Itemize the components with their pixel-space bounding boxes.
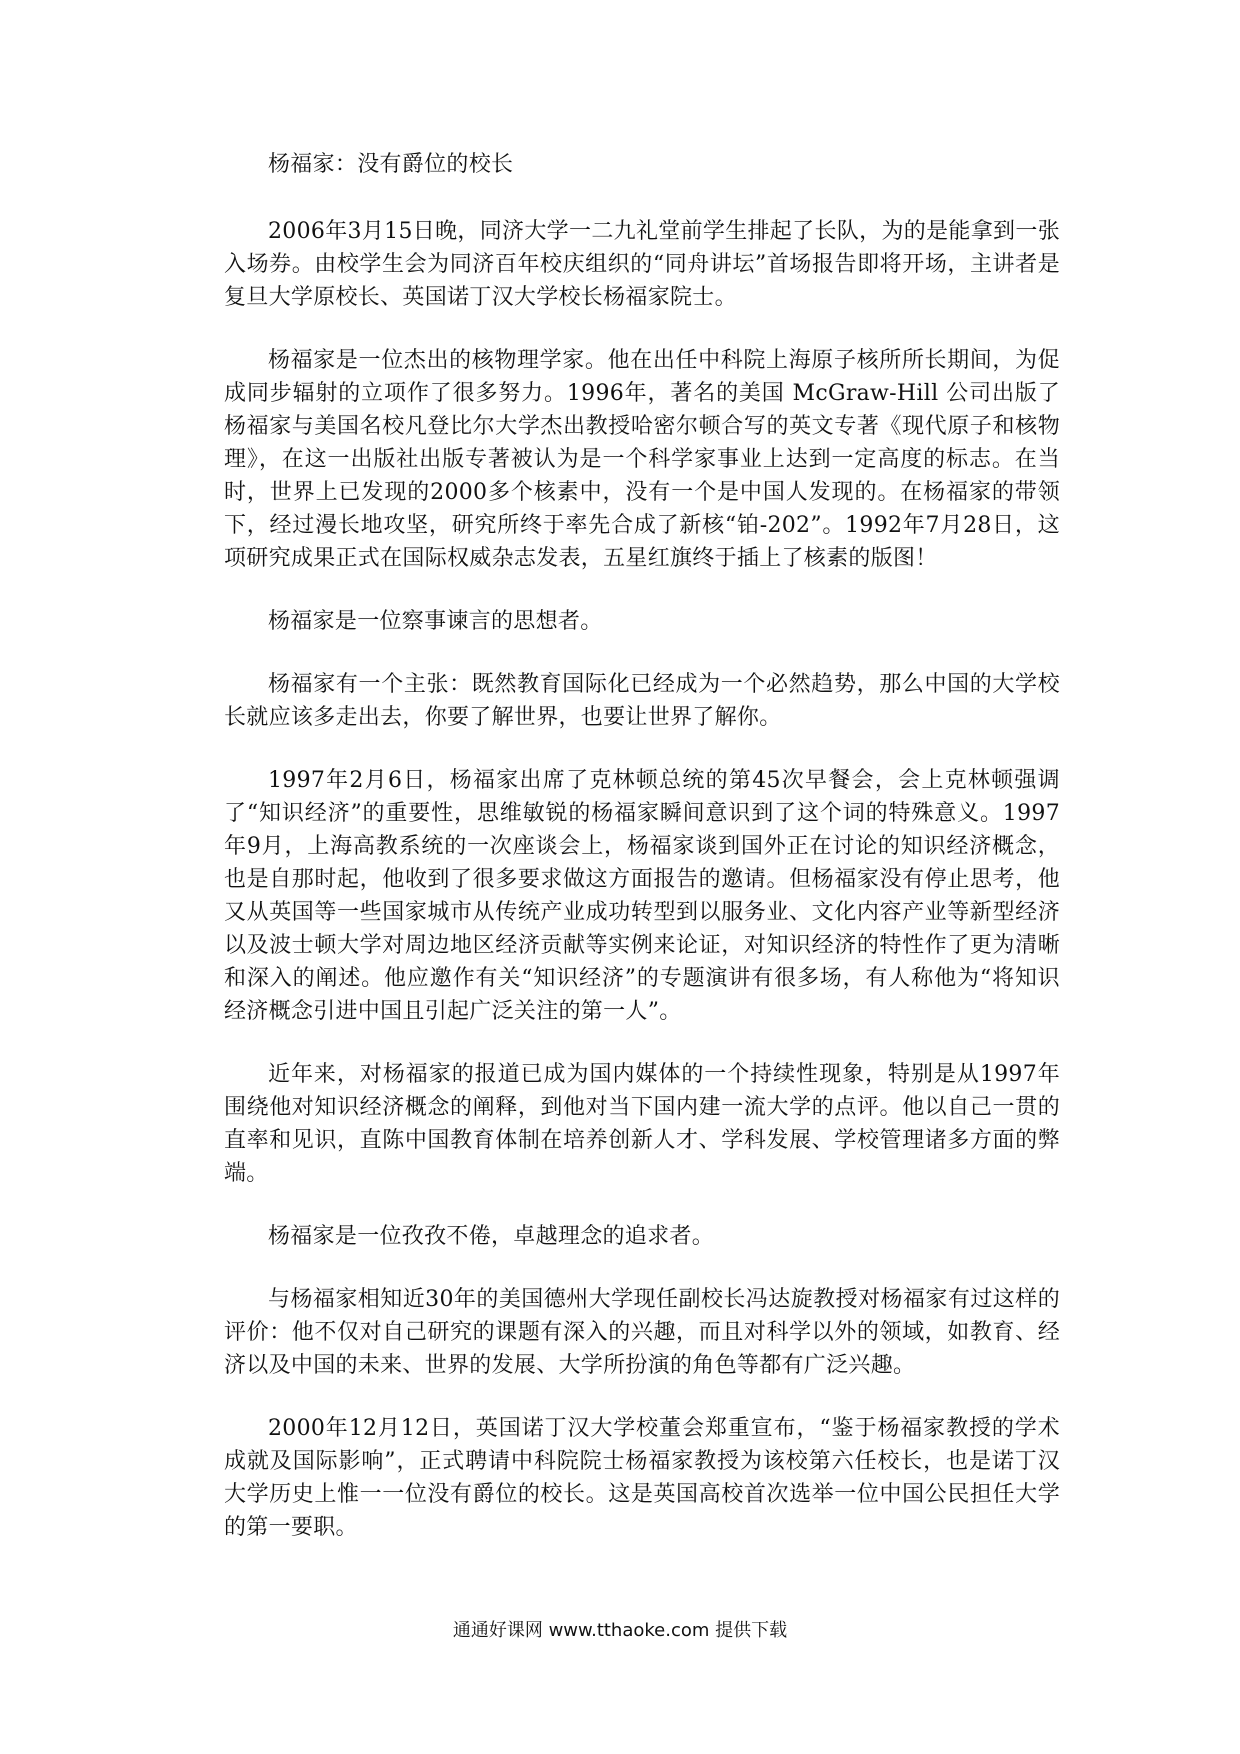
paragraph-6: 近年来，对杨福家的报道已成为国内媒体的一个持续性现象，特别是从1997年围绕他对知识经济概念的阐释，到他对当下国内建一流大学的点评。他以自己一贯的直率和见识，直陈中国教育体制在培养创新人才、学科发展、学校管理诸多方面的弊端。: [224, 1062, 1060, 1186]
paragraph-7: 杨福家是一位孜孜不倦，卓越理念的追求者。: [268, 1224, 715, 1249]
paragraph-3: 杨福家是一位察事谏言的思想者。: [268, 609, 603, 634]
paragraph-2: 杨福家是一位杰出的核物理学家。他在出任中科院上海原子核所所长期间，为促成同步辐射的立项作了很多努力。1996年，著名的美国 McGraw-Hill 公司出版了杨福家与美国名校凡登比尔大学杰出教授哈密尔顿合写的英文专著《现代原子和核物理》，在这一出版社出版专著被认为是一个科学家事业上达到一定高度的标志。在当时，世界上已发现的2000多个核素中，没有一个是中国人发现的。在杨福家的带领下，经过漫长地攻坚，研究所终于率先合成了新核“铂-202”。1992年7月28日，这项研究成果正式在国际权威杂志发表，五星红旗终于插上了核素的版图！: [224, 348, 1060, 571]
paragraph-1: 2006年3月15日晚，同济大学一二九礼堂前学生排起了长队，为的是能拿到一张入场券。由校学生会为同济百年校庆组织的“同舟讲坛”首场报告即将开场，主讲者是复旦大学原校长、英国诺丁汉大学校长杨福家院士。: [224, 219, 1060, 310]
paragraph-9: 2000年12月12日，英国诺丁汉大学校董会郑重宣布，“鉴于杨福家教授的学术成就及国际影响”，正式聘请中科院院士杨福家教授为该校第六任校长，也是诺丁汉大学历史上惟一一位没有爵位的校长。这是英国高校首次选举一位中国公民担任大学的第一要职。: [224, 1416, 1060, 1540]
article-body: [224, 148, 1060, 1574]
paragraph-5: 1997年2月6日，杨福家出席了克林顿总统的第45次早餐会，会上克林顿强调了“知识经济”的重要性，思维敏锐的杨福家瞬间意识到了这个词的特殊意义。1997年9月，上海高教系统的一次座谈会上，杨福家谈到国外正在讨论的知识经济概念，也是自那时起，他收到了很多要求做这方面报告的邀请。但杨福家没有停止思考，他又从英国等一些国家城市从传统产业成功转型到以服务业、文化内容产业等新型经济以及波士顿大学对周边地区经济贡献等实例来论证，对知识经济的特性作了更为清晰和深入的阐述。他应邀作有关“知识经济”的专题演讲有很多场，有人称他为“将知识经济概念引进中国且引起广泛关注的第一人”。: [224, 768, 1060, 1024]
page-footer: 通通好课网 www.tthaoke.com 提供下载: [452, 1620, 788, 1641]
article-title: 杨福家：没有爵位的校长: [268, 152, 514, 177]
paragraph-8: 与杨福家相知近30年的美国德州大学现任副校长冯达旋教授对杨福家有过这样的评价：他不仅对自己研究的课题有深入的兴趣，而且对科学以外的领域，如教育、经济以及中国的未来、世界的发展、大学所扮演的角色等都有广泛兴趣。: [224, 1287, 1060, 1378]
paragraph-4: 杨福家有一个主张：既然教育国际化已经成为一个必然趋势，那么中国的大学校长就应该多走出去，你要了解世界，也要让世界了解你。: [224, 672, 1060, 730]
